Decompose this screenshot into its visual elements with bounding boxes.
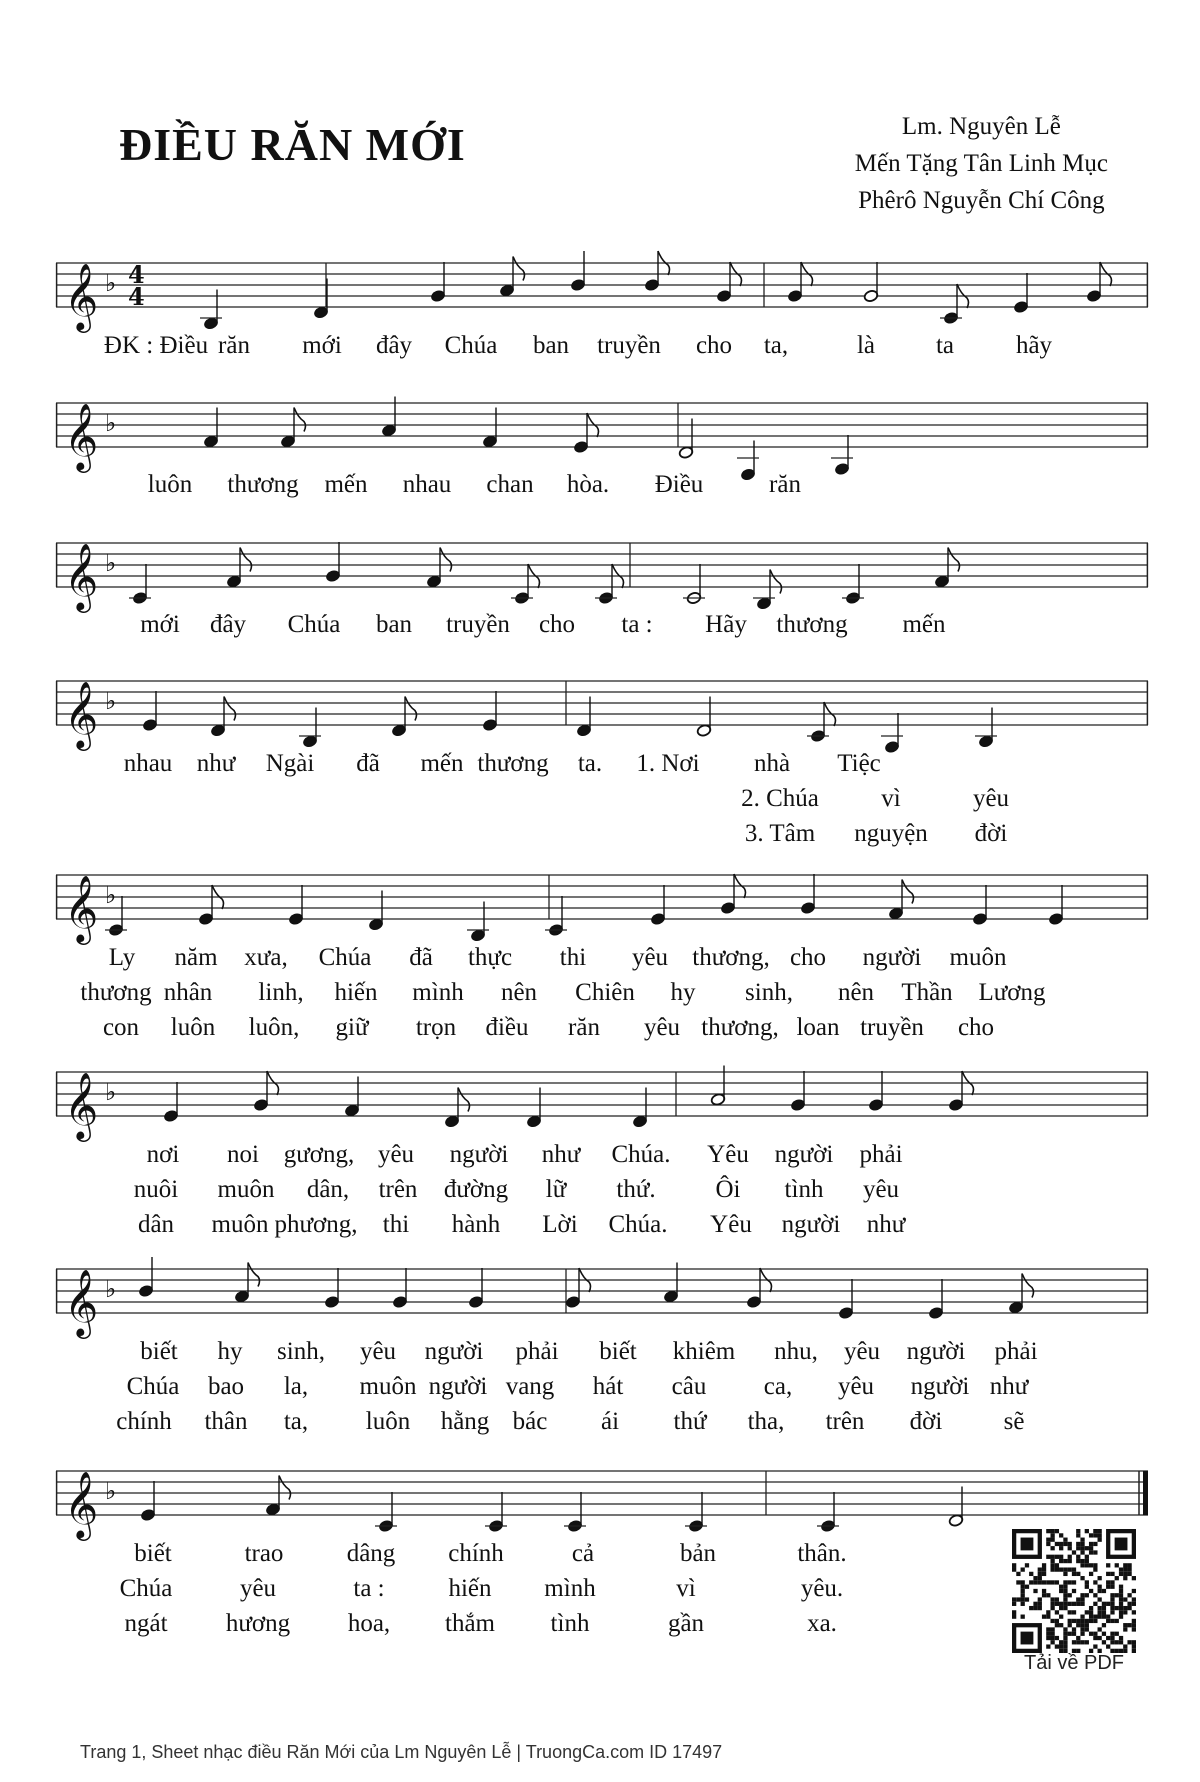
lyric-syllable: ca,: [763, 1373, 793, 1400]
staff-system: [56, 1062, 1148, 1139]
lyric-syllable: chính: [116, 1408, 172, 1435]
lyric-line: [56, 1141, 1148, 1176]
lyric-syllable: biết: [134, 1540, 172, 1567]
treble-clef-icon: 𝄞: [64, 542, 99, 610]
lyric-syllable: mến: [902, 611, 946, 638]
lyric-syllable: là: [856, 332, 876, 359]
lyric-syllable: cho: [957, 1014, 995, 1041]
treble-clef-icon: 𝄞: [64, 874, 99, 942]
lyric-syllable: thi: [382, 1211, 410, 1238]
final-barline-thick: [1143, 1471, 1148, 1515]
lyric-syllable: ban: [532, 332, 570, 359]
lyric-syllable: yêu: [972, 785, 1010, 812]
staff-svg: [56, 865, 1148, 945]
lyric-syllable: nhà: [753, 750, 791, 777]
lyrics-block: [56, 944, 1148, 1049]
lyric-syllable: đã: [409, 944, 433, 971]
lyric-syllable: người: [862, 944, 922, 971]
lyric-syllable: bao: [207, 1373, 245, 1400]
lyric-syllable: luôn: [170, 1014, 216, 1041]
lyric-syllable: thực: [467, 944, 513, 971]
lyric-syllable: nơi: [146, 1141, 180, 1168]
lyric-syllable: tình: [784, 1176, 824, 1203]
staff-system: [56, 865, 1148, 942]
lyric-line: [56, 611, 1148, 646]
lyric-syllable: thứ.: [616, 1176, 656, 1203]
time-signature-numerator: 4: [128, 260, 145, 289]
lyric-syllable: như: [989, 1373, 1029, 1400]
lyric-syllable: vì: [676, 1575, 696, 1602]
song-title: ĐIỀU RĂN MỚI: [119, 119, 466, 170]
lyric-syllable: Chiên: [575, 979, 635, 1006]
lyric-syllable: bác: [512, 1408, 548, 1435]
lyric-line: [56, 785, 1148, 820]
lyric-syllable: con: [102, 1014, 140, 1041]
eighth-flag: [1022, 1274, 1034, 1298]
lyric-syllable: 3. Tâm: [744, 820, 816, 847]
lyric-syllable: đã: [356, 750, 380, 777]
staff-svg: [56, 1461, 1148, 1541]
lyric-syllable: năm: [174, 944, 218, 971]
lyric-syllable: ta :: [353, 1575, 385, 1602]
lyric-syllable: Hãy: [705, 611, 747, 638]
lyric-line: [56, 1014, 1148, 1049]
download-pdf-label[interactable]: Tải về PDF: [1023, 1652, 1125, 1674]
lyric-syllable: Chúa.: [608, 1211, 668, 1238]
lyric-syllable: Tiệc: [837, 750, 881, 777]
lyric-syllable: Chúa.: [611, 1141, 671, 1168]
lyric-syllable: vang: [505, 1373, 555, 1400]
lyric-syllable: yêu: [837, 1373, 875, 1400]
credit-line: Phêrô Nguyễn Chí Công: [858, 187, 1105, 214]
lyric-syllable: mến: [420, 750, 464, 777]
flat-key-signature-icon: ♭: [105, 687, 117, 715]
flat-key-signature-icon: ♭: [105, 1078, 117, 1106]
lyric-syllable: yêu: [631, 944, 669, 971]
lyric-syllable: hằng: [440, 1408, 490, 1435]
lyric-line: [56, 1373, 1148, 1408]
lyric-syllable: như: [866, 1211, 906, 1238]
treble-clef-icon: 𝄞: [64, 402, 99, 470]
lyric-syllable: muôn: [211, 1211, 269, 1238]
lyric-syllable: noi: [227, 1141, 259, 1168]
lyric-syllable: dân: [137, 1211, 175, 1238]
lyric-syllable: phải: [515, 1338, 559, 1365]
lyric-syllable: biết: [599, 1338, 637, 1365]
lyric-line: [56, 944, 1148, 979]
flat-key-signature-icon: ♭: [105, 409, 117, 437]
lyric-line: [56, 332, 1148, 367]
lyric-syllable: yêu: [359, 1338, 397, 1365]
lyric-syllable: ta,: [283, 1408, 309, 1435]
page-footer: Trang 1, Sheet nhạc điều Răn Mới của Lm Nguyên Lễ | TruongCa.com ID 17497: [80, 1742, 723, 1762]
lyric-syllable: nhu,: [774, 1338, 818, 1365]
lyric-syllable: Chúa: [119, 1575, 173, 1602]
staff-svg: [56, 1062, 1148, 1142]
lyric-syllable: yêu: [862, 1176, 900, 1203]
lyric-syllable: yêu: [843, 1338, 881, 1365]
lyric-syllable: mình: [544, 1575, 596, 1602]
lyric-syllable: sinh,: [277, 1338, 325, 1365]
lyric-syllable: luôn: [147, 471, 193, 498]
staff-svg: [56, 1259, 1148, 1339]
lyric-syllable: linh,: [258, 979, 304, 1006]
treble-clef-icon: 𝄞: [64, 1268, 99, 1336]
lyric-syllable: gần: [667, 1610, 705, 1637]
lyric-syllable: như: [541, 1141, 581, 1168]
eighth-flag: [240, 548, 252, 572]
lyric-syllable: điều: [485, 1014, 529, 1041]
lyric-syllable: chính: [448, 1540, 504, 1567]
staff-system: [56, 1259, 1148, 1336]
lyric-syllable: sinh,: [745, 979, 793, 1006]
lyric-syllable: răn: [769, 471, 801, 498]
flat-key-signature-icon: ♭: [105, 881, 117, 909]
lyric-line: [56, 750, 1148, 785]
lyric-line: [56, 1408, 1148, 1443]
lyric-syllable: yêu: [239, 1575, 277, 1602]
lyrics-block: [56, 1141, 1148, 1246]
lyric-syllable: Lời: [542, 1211, 578, 1238]
lyric-syllable: như: [196, 750, 236, 777]
lyric-syllable: ta.: [577, 750, 603, 777]
lyric-syllable: giữ: [335, 1014, 369, 1041]
lyric-syllable: Ôi: [715, 1176, 741, 1203]
lyric-syllable: vì: [881, 785, 901, 812]
lyric-syllable: thương: [80, 979, 152, 1006]
eighth-flag: [248, 1263, 260, 1287]
lyric-syllable: thắm: [445, 1610, 495, 1637]
eighth-flag: [948, 548, 960, 572]
lyric-syllable: phải: [994, 1338, 1038, 1365]
lyric-syllable: thân.: [797, 1540, 847, 1567]
lyric-syllable: mới: [140, 611, 180, 638]
lyric-syllable: mến: [324, 471, 368, 498]
lyrics-block: [56, 471, 1148, 506]
lyric-syllable: câu: [671, 1373, 707, 1400]
lyric-syllable: răn: [218, 332, 250, 359]
staff-svg: [56, 533, 1148, 613]
lyric-syllable: đây: [209, 611, 247, 638]
staff-system: [56, 253, 1148, 330]
lyric-line: [56, 471, 1148, 506]
staff-system: [56, 671, 1148, 748]
lyric-syllable: ái: [600, 1408, 620, 1435]
lyric-syllable: thương,: [692, 944, 770, 971]
lyric-syllable: cả: [571, 1540, 595, 1567]
lyric-syllable: mới: [302, 332, 342, 359]
lyric-syllable: đời: [909, 1408, 943, 1435]
lyric-syllable: phải: [859, 1141, 903, 1168]
lyric-syllable: hiến: [448, 1575, 492, 1602]
lyric-syllable: chan: [486, 471, 534, 498]
eighth-flag: [440, 548, 452, 572]
lyric-syllable: thứ: [673, 1408, 707, 1435]
lyric-syllable: ngát: [124, 1610, 168, 1637]
lyric-syllable: yêu: [377, 1141, 415, 1168]
lyrics-block: [56, 1338, 1148, 1443]
lyric-syllable: ta: [935, 332, 955, 359]
lyric-syllable: ta :: [621, 611, 653, 638]
lyric-syllable: nuôi: [133, 1176, 179, 1203]
lyric-syllable: cho: [695, 332, 733, 359]
eighth-flag: [902, 880, 914, 904]
lyric-syllable: cho: [538, 611, 576, 638]
lyric-line: [56, 1176, 1148, 1211]
lyric-line: [56, 1610, 1148, 1645]
lyric-syllable: người: [906, 1338, 966, 1365]
lyric-syllable: nhau: [402, 471, 452, 498]
flat-key-signature-icon: ♭: [105, 549, 117, 577]
staff-system: [56, 1461, 1148, 1538]
lyric-line: [56, 1211, 1148, 1246]
lyric-syllable: xưa,: [244, 944, 288, 971]
lyric-syllable: 1. Nơi: [636, 750, 700, 777]
lyric-syllable: đời: [974, 820, 1008, 847]
staff-svg: [56, 393, 1148, 473]
lyric-syllable: thân: [204, 1408, 248, 1435]
lyric-syllable: tha,: [747, 1408, 785, 1435]
lyric-syllable: đường: [443, 1176, 509, 1203]
lyric-syllable: hiến: [334, 979, 378, 1006]
lyric-syllable: Ly: [108, 944, 136, 971]
eighth-flag: [513, 257, 525, 281]
lyric-syllable: Lương: [978, 979, 1046, 1006]
lyric-syllable: hòa.: [566, 471, 610, 498]
lyric-syllable: 2. Chúa: [741, 785, 819, 812]
treble-clef-icon: 𝄞: [64, 680, 99, 748]
lyric-syllable: luôn: [365, 1408, 411, 1435]
lyric-syllable: đây: [375, 332, 413, 359]
lyric-syllable: muôn: [949, 944, 1007, 971]
eighth-flag: [279, 1476, 291, 1500]
lyrics-block: [56, 332, 1148, 367]
lyric-syllable: hy: [670, 979, 696, 1006]
treble-clef-icon: 𝄞: [64, 1470, 99, 1538]
lyric-syllable: người: [424, 1338, 484, 1365]
lyric-syllable: biết: [140, 1338, 178, 1365]
lyric-syllable: dân,: [306, 1176, 350, 1203]
lyric-syllable: Ngài: [265, 750, 315, 777]
flat-key-signature-icon: ♭: [105, 1275, 117, 1303]
flat-key-signature-icon: ♭: [105, 269, 117, 297]
lyric-syllable: Điều: [654, 471, 704, 498]
lyric-syllable: yêu.: [800, 1575, 844, 1602]
staff-system: [56, 393, 1148, 470]
lyric-syllable: Chúa: [287, 611, 341, 638]
lyric-syllable: muôn: [217, 1176, 275, 1203]
lyric-syllable: trọn: [415, 1014, 457, 1041]
lyric-syllable: trên: [378, 1176, 418, 1203]
staff-svg: [56, 253, 1148, 333]
eighth-flag: [294, 408, 306, 432]
lyric-line: [56, 1540, 1148, 1575]
lyric-syllable: Yêu: [710, 1211, 752, 1238]
lyric-syllable: mình: [412, 979, 464, 1006]
lyric-syllable: người: [781, 1211, 841, 1238]
lyric-syllable: truyền: [446, 611, 510, 638]
lyric-syllable: hoa,: [347, 1610, 391, 1637]
lyric-syllable: nguyện: [854, 820, 928, 847]
lyrics-block: [56, 1540, 1148, 1645]
lyrics-block: [56, 611, 1148, 646]
flat-key-signature-icon: ♭: [105, 1477, 117, 1505]
credit-line: Mến Tặng Tân Linh Mục: [854, 150, 1108, 177]
lyric-syllable: người: [449, 1141, 509, 1168]
lyric-syllable: trao: [244, 1540, 284, 1567]
treble-clef-icon: 𝄞: [64, 1071, 99, 1139]
lyric-syllable: lữ: [545, 1176, 567, 1203]
lyric-syllable: nên: [837, 979, 875, 1006]
lyric-line: [56, 1575, 1148, 1610]
lyric-syllable: thương,: [701, 1014, 779, 1041]
lyric-syllable: bản: [679, 1540, 717, 1567]
lyric-syllable: dâng: [346, 1540, 396, 1567]
lyric-syllable: thương: [776, 611, 848, 638]
staff-system: [56, 533, 1148, 610]
lyric-syllable: hát: [592, 1373, 624, 1400]
eighth-flag: [405, 697, 417, 721]
lyric-syllable: Chúa: [318, 944, 372, 971]
lyric-syllable: răn: [568, 1014, 600, 1041]
lyric-syllable: thi: [559, 944, 587, 971]
treble-clef-icon: 𝄞: [64, 262, 99, 330]
lyric-syllable: ĐK : Điều: [103, 332, 209, 359]
eighth-flag: [224, 697, 236, 721]
lyric-syllable: luôn,: [248, 1014, 300, 1041]
lyric-syllable: người: [428, 1373, 488, 1400]
lyric-syllable: ta,: [763, 332, 789, 359]
song-credits: [855, 108, 1108, 219]
lyric-syllable: hãy: [1015, 332, 1053, 359]
lyric-line: [56, 1338, 1148, 1373]
lyric-line: [56, 979, 1148, 1014]
lyric-syllable: muôn: [359, 1373, 417, 1400]
lyric-syllable: người: [774, 1141, 834, 1168]
lyric-syllable: Yêu: [707, 1141, 749, 1168]
lyric-syllable: nhau: [123, 750, 173, 777]
lyric-syllable: hương: [225, 1610, 291, 1637]
credit-line: Lm. Nguyên Lễ: [901, 113, 1061, 140]
lyric-syllable: cho: [789, 944, 827, 971]
lyric-syllable: la,: [283, 1373, 309, 1400]
lyric-syllable: thương: [227, 471, 299, 498]
lyric-syllable: loan: [796, 1014, 840, 1041]
lyric-syllable: Chúa: [444, 332, 498, 359]
lyrics-block: [56, 750, 1148, 855]
lyric-syllable: Chúa: [126, 1373, 180, 1400]
lyric-syllable: thương: [477, 750, 549, 777]
lyric-syllable: truyền: [597, 332, 661, 359]
lyric-line: [56, 820, 1148, 855]
lyric-syllable: Thần: [901, 979, 953, 1006]
lyric-syllable: ban: [375, 611, 413, 638]
lyric-syllable: tình: [550, 1610, 590, 1637]
eighth-flag: [458, 1088, 470, 1112]
lyric-syllable: gương,: [283, 1141, 355, 1168]
lyric-syllable: xa.: [807, 1610, 837, 1637]
lyric-syllable: hành: [451, 1211, 501, 1238]
lyric-syllable: nhân: [163, 979, 213, 1006]
lyric-syllable: khiêm: [672, 1338, 736, 1365]
lyric-syllable: người: [910, 1373, 970, 1400]
lyric-syllable: hy: [217, 1338, 243, 1365]
lyric-syllable: sẽ: [1003, 1408, 1025, 1435]
lyric-syllable: truyền: [860, 1014, 924, 1041]
lyric-syllable: trên: [825, 1408, 865, 1435]
time-signature-denominator: 4: [128, 282, 145, 311]
lyric-syllable: yêu: [643, 1014, 681, 1041]
staff-svg: [56, 671, 1148, 751]
lyric-syllable: nên: [500, 979, 538, 1006]
lyric-syllable: phương,: [274, 1211, 358, 1238]
eighth-flag: [770, 570, 782, 594]
